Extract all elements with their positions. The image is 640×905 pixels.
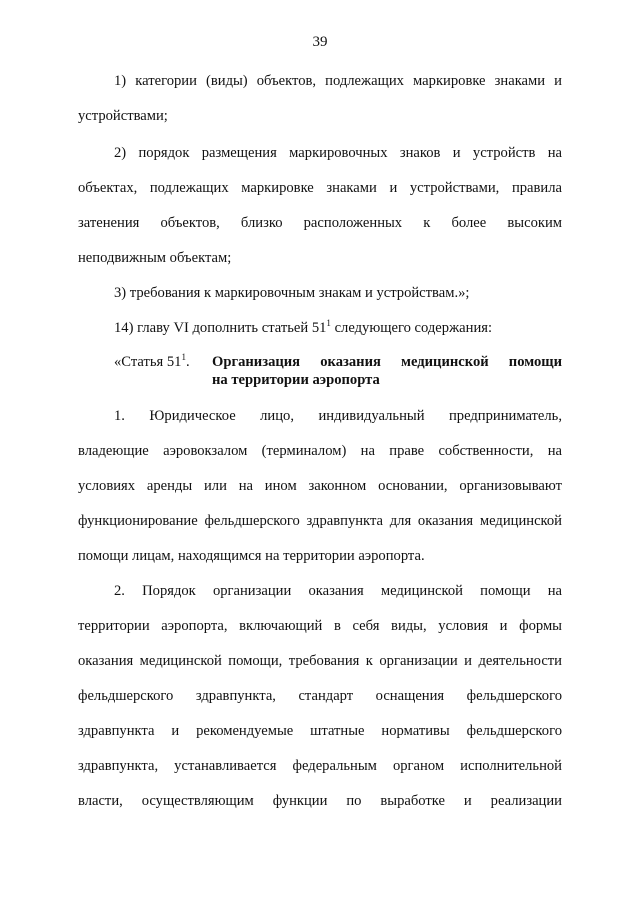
paragraph-5-line-3: условиях аренды или на ином законном основании, организовывают [78, 478, 562, 494]
article-title-line-1: Организация оказания медицинской помощи [212, 354, 562, 370]
paragraph-5-line-1: 1. Юридическое лицо, индивидуальный предприниматель, [114, 408, 562, 424]
page-number: 39 [312, 34, 328, 50]
paragraph-1-line-1: 1) категории (виды) объектов, подлежащих маркировке знаками и [114, 73, 562, 89]
paragraph-2-line-2: объектах, подлежащих маркировке знаками и устройствами, правила [78, 180, 562, 196]
paragraph-5-line-4: функционирование фельдшерского здравпункта для оказания медицинской [78, 513, 562, 529]
article-label-text: «Статья 51 [114, 354, 182, 370]
paragraph-6-line-4: фельдшерского здравпункта, стандарт оснащения фельдшерского [78, 688, 562, 704]
paragraph-6-line-2: территории аэропорта, включающий в себя виды, условия и формы [78, 618, 562, 634]
paragraph-4-superscript: 1 [326, 318, 331, 328]
paragraph-6-line-6: здравпункта, устанавливается федеральным органом исполнительной [78, 758, 562, 774]
paragraph-4-text-after: следующего содержания: [330, 320, 493, 336]
paragraph-2-line-1: 2) порядок размещения маркировочных знаков и устройств на [114, 145, 562, 161]
paragraph-4-text-before: 14) главу VI дополнить статьей 51 [114, 320, 327, 336]
paragraph-2-line-3: затенения объектов, близко расположенных к более высоким [78, 215, 562, 231]
article-title-line-2: на территории аэропорта [212, 372, 380, 388]
paragraph-6-line-7: власти, осуществляющим функции по выработке и реализации [78, 793, 562, 809]
paragraph-6-line-5: здравпункта и рекомендуемые штатные нормативы фельдшерского [78, 723, 562, 739]
paragraph-4-line-1 [114, 318, 562, 338]
paragraph-6-line-1: 2. Порядок организации оказания медицинской помощи на [114, 583, 562, 599]
article-label-dot: . [185, 354, 190, 370]
paragraph-2-line-4: неподвижным объектам; [78, 250, 232, 266]
article-label-superscript: 1 [181, 352, 186, 362]
paragraph-1-line-2: устройствами; [78, 108, 168, 124]
article-label [114, 352, 190, 372]
paragraph-3-line-1: 3) требования к маркировочным знакам и устройствам.»; [114, 285, 470, 301]
paragraph-5-line-2: владеющие аэровокзалом (терминалом) на праве собственности, на [78, 443, 562, 459]
paragraph-5-line-5: помощи лицам, находящимся на территории аэропорта. [78, 548, 425, 564]
paragraph-6-line-3: оказания медицинской помощи, требования к организации и деятельности [78, 653, 562, 669]
